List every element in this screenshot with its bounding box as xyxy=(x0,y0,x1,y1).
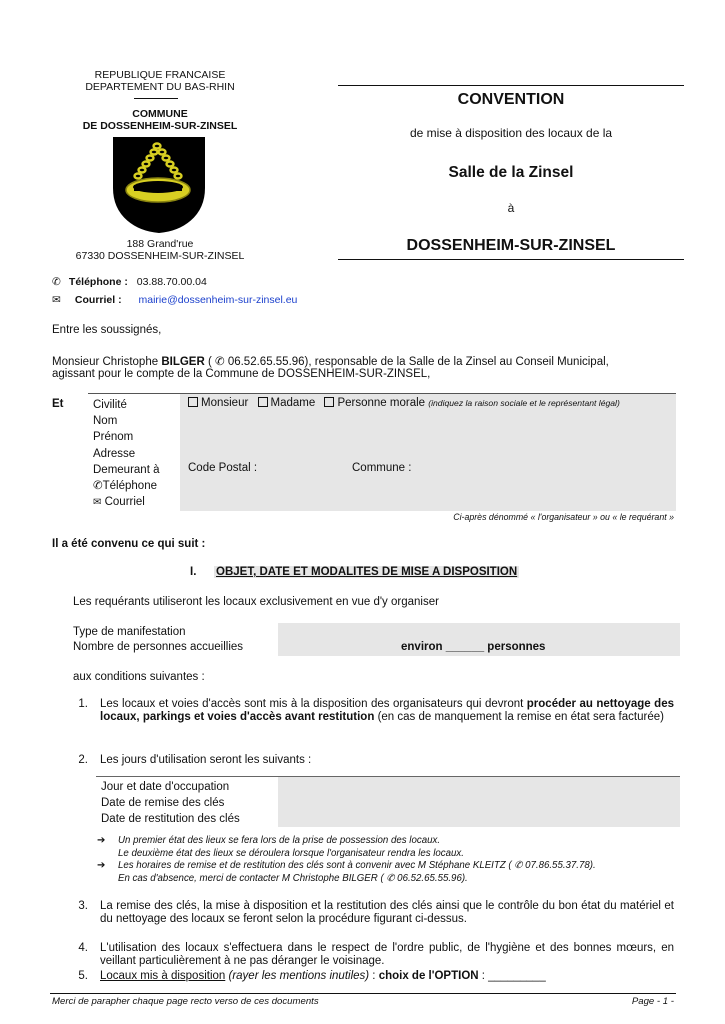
address-line-2: 67330 DOSSENHEIM-SUR-ZINSEL xyxy=(75,250,245,262)
divider xyxy=(134,98,178,99)
phone-label: Téléphone : xyxy=(68,276,128,288)
title-top-rule xyxy=(338,85,684,86)
section-number: I. xyxy=(190,566,197,578)
label-civilite: Civilité xyxy=(93,399,127,411)
item3-text: La remise des clés, la mise à disposition et la restitution des clés ainsi que le contrôle du bon état du matériel et du nettoyage des locaux se feront selon la procédure figurant ci-dessus. xyxy=(100,900,674,925)
item1-bold: procéder au nettoyage des locaux, parkings et voies d'accès avant restitution xyxy=(100,698,674,723)
date-restitution-label: Date de restitution des clés xyxy=(101,813,240,825)
checkbox-personne-morale[interactable] xyxy=(324,397,334,407)
opt-madame: Madame xyxy=(270,397,316,409)
opt-morale: Personne morale xyxy=(337,397,426,409)
label-prenom: Prénom xyxy=(93,431,134,444)
title-a: à xyxy=(507,201,515,215)
label-nom: Nom xyxy=(93,415,118,428)
item4-number: 4. xyxy=(78,942,88,954)
footer-left: Merci de parapher chaque page recto verso de ces documents xyxy=(52,996,319,1007)
conditions-text: aux conditions suivantes : xyxy=(73,671,205,683)
monsieur-prefix: Monsieur Christophe xyxy=(52,356,162,368)
opt-morale-note: (indiquez la raison sociale et le représentant légal) xyxy=(428,398,620,408)
envelope-icon: ✉ xyxy=(93,497,102,509)
title-salle: Salle de la Zinsel xyxy=(448,164,574,181)
email-row xyxy=(52,294,297,306)
code-postal-label: Code Postal : xyxy=(188,462,258,474)
commune-label: COMMUNE xyxy=(132,108,188,120)
date-remise-label: Date de remise des clés xyxy=(101,797,225,809)
item4-text: L'utilisation des locaux s'effectuera dans le respect de l'ordre public, de l'hygiène et des bonnes mœurs, en veillant particulièrement à ne pas déranger le voisinage. xyxy=(100,942,674,967)
commune-block xyxy=(60,108,260,132)
footer-page-number: Page - 1 - xyxy=(631,996,674,1007)
manif-type-label: Type de manifestation xyxy=(73,626,186,638)
email-link[interactable]: mairie@dossenheim-sur-zinsel.eu xyxy=(138,294,298,306)
phone-icon: ✆ xyxy=(93,480,103,493)
phone-row xyxy=(52,276,207,288)
label-adresse: Adresse xyxy=(93,447,136,460)
usage-text: Les requérants utiliseront les locaux exclusivement en vue d'y organiser xyxy=(73,596,439,608)
convenu-text: Il a été convenu ce qui suit : xyxy=(52,538,206,550)
commune-label: Commune : xyxy=(352,462,412,474)
manif-environ: environ ______ personnes xyxy=(401,641,546,653)
coat-of-arms-icon xyxy=(112,136,206,234)
departement: DEPARTEMENT DU BAS-RHIN xyxy=(85,81,235,93)
label-demeurant: Demeurant à xyxy=(93,463,160,476)
republique: REPUBLIQUE FRANCAISE xyxy=(94,69,226,81)
address xyxy=(60,238,260,262)
monsieur-line-2: agissant pour le compte de la Commune de DOSSENHEIM-SUR-ZINSEL, xyxy=(52,368,431,380)
manif-nombre-label: Nombre de personnes accueillies xyxy=(73,641,244,653)
monsieur-phone: ( ✆ 06.52.65.55.96), responsable de la Salle de la Zinsel au Conseil Municipal, xyxy=(207,356,609,368)
right-arrow-icon: ➔ xyxy=(97,860,106,871)
civilite-options xyxy=(188,397,620,409)
section-title: OBJET, DATE ET MODALITES DE MISE A DISPOSITION xyxy=(216,566,518,578)
dates-labels xyxy=(101,779,240,827)
dates-fill-area xyxy=(278,777,680,827)
item5-text: Locaux mis à disposition (rayer les mentions inutiles) : choix de l'OPTION : _________ xyxy=(100,970,546,982)
note-1: Un premier état des lieux se fera lors de la prise de possession des locaux. Le deuxième état des lieux se déroulera lorsque l'organisateur rendra les locaux. xyxy=(118,835,464,859)
item2-text: Les jours d'utilisation seront les suivants : xyxy=(100,754,312,766)
item1-number: 1. xyxy=(78,698,88,710)
party-fill-area xyxy=(180,394,676,511)
item5-number: 5. xyxy=(78,970,88,982)
title-town: DOSSENHEIM-SUR-ZINSEL xyxy=(406,237,616,254)
entre-text: Entre les soussignés, xyxy=(52,324,162,336)
item3-number: 3. xyxy=(78,900,88,912)
item2-number: 2. xyxy=(78,754,88,766)
label-courriel: ✉ Courriel xyxy=(93,496,145,509)
checkbox-monsieur[interactable] xyxy=(188,397,198,407)
email-label: Courriel : xyxy=(74,294,122,306)
phone-value: 03.88.70.00.04 xyxy=(136,276,207,288)
denomme-text: Ci-après dénommé « l'organisateur » ou « le requérant » xyxy=(453,512,674,522)
phone-icon: ✆ xyxy=(52,276,61,288)
item1-text: Les locaux et voies d'accès sont mis à la disposition des organisateurs qui devront procéder au nettoyage des locaux, parkings et voies d'accès avant restitution (en cas de manquement la remise en état sera facturée) xyxy=(100,698,674,723)
envelope-icon: ✉ xyxy=(52,294,61,306)
et-label: Et xyxy=(52,398,64,410)
commune-name: DE DOSSENHEIM-SUR-ZINSEL xyxy=(82,120,238,132)
checkbox-madame[interactable] xyxy=(258,397,268,407)
monsieur-line xyxy=(52,354,609,368)
date-occupation-label: Jour et date d'occupation xyxy=(101,781,230,793)
note-2: Les horaires de remise et de restitution des clés sont à convenir avec M Stéphane KLEITZ ( ✆ 07.86.55.37.78). En cas d'absence, merci de contacter M Christophe BILGER ( ✆ 06.52.65.55.96). xyxy=(118,860,596,884)
monsieur-name: BILGER xyxy=(161,356,205,368)
address-line-1: 188 Grand'rue xyxy=(126,238,194,250)
label-telephone: ✆Téléphone xyxy=(93,480,157,493)
footer-rule xyxy=(50,993,676,994)
opt-monsieur: Monsieur xyxy=(201,397,249,409)
title-bottom-rule xyxy=(338,259,684,260)
header-left xyxy=(60,69,260,93)
right-arrow-icon: ➔ xyxy=(97,835,106,846)
title-subtitle: de mise à disposition des locaux de la xyxy=(409,126,613,140)
title-convention: CONVENTION xyxy=(457,91,565,108)
party-labels xyxy=(93,397,159,511)
